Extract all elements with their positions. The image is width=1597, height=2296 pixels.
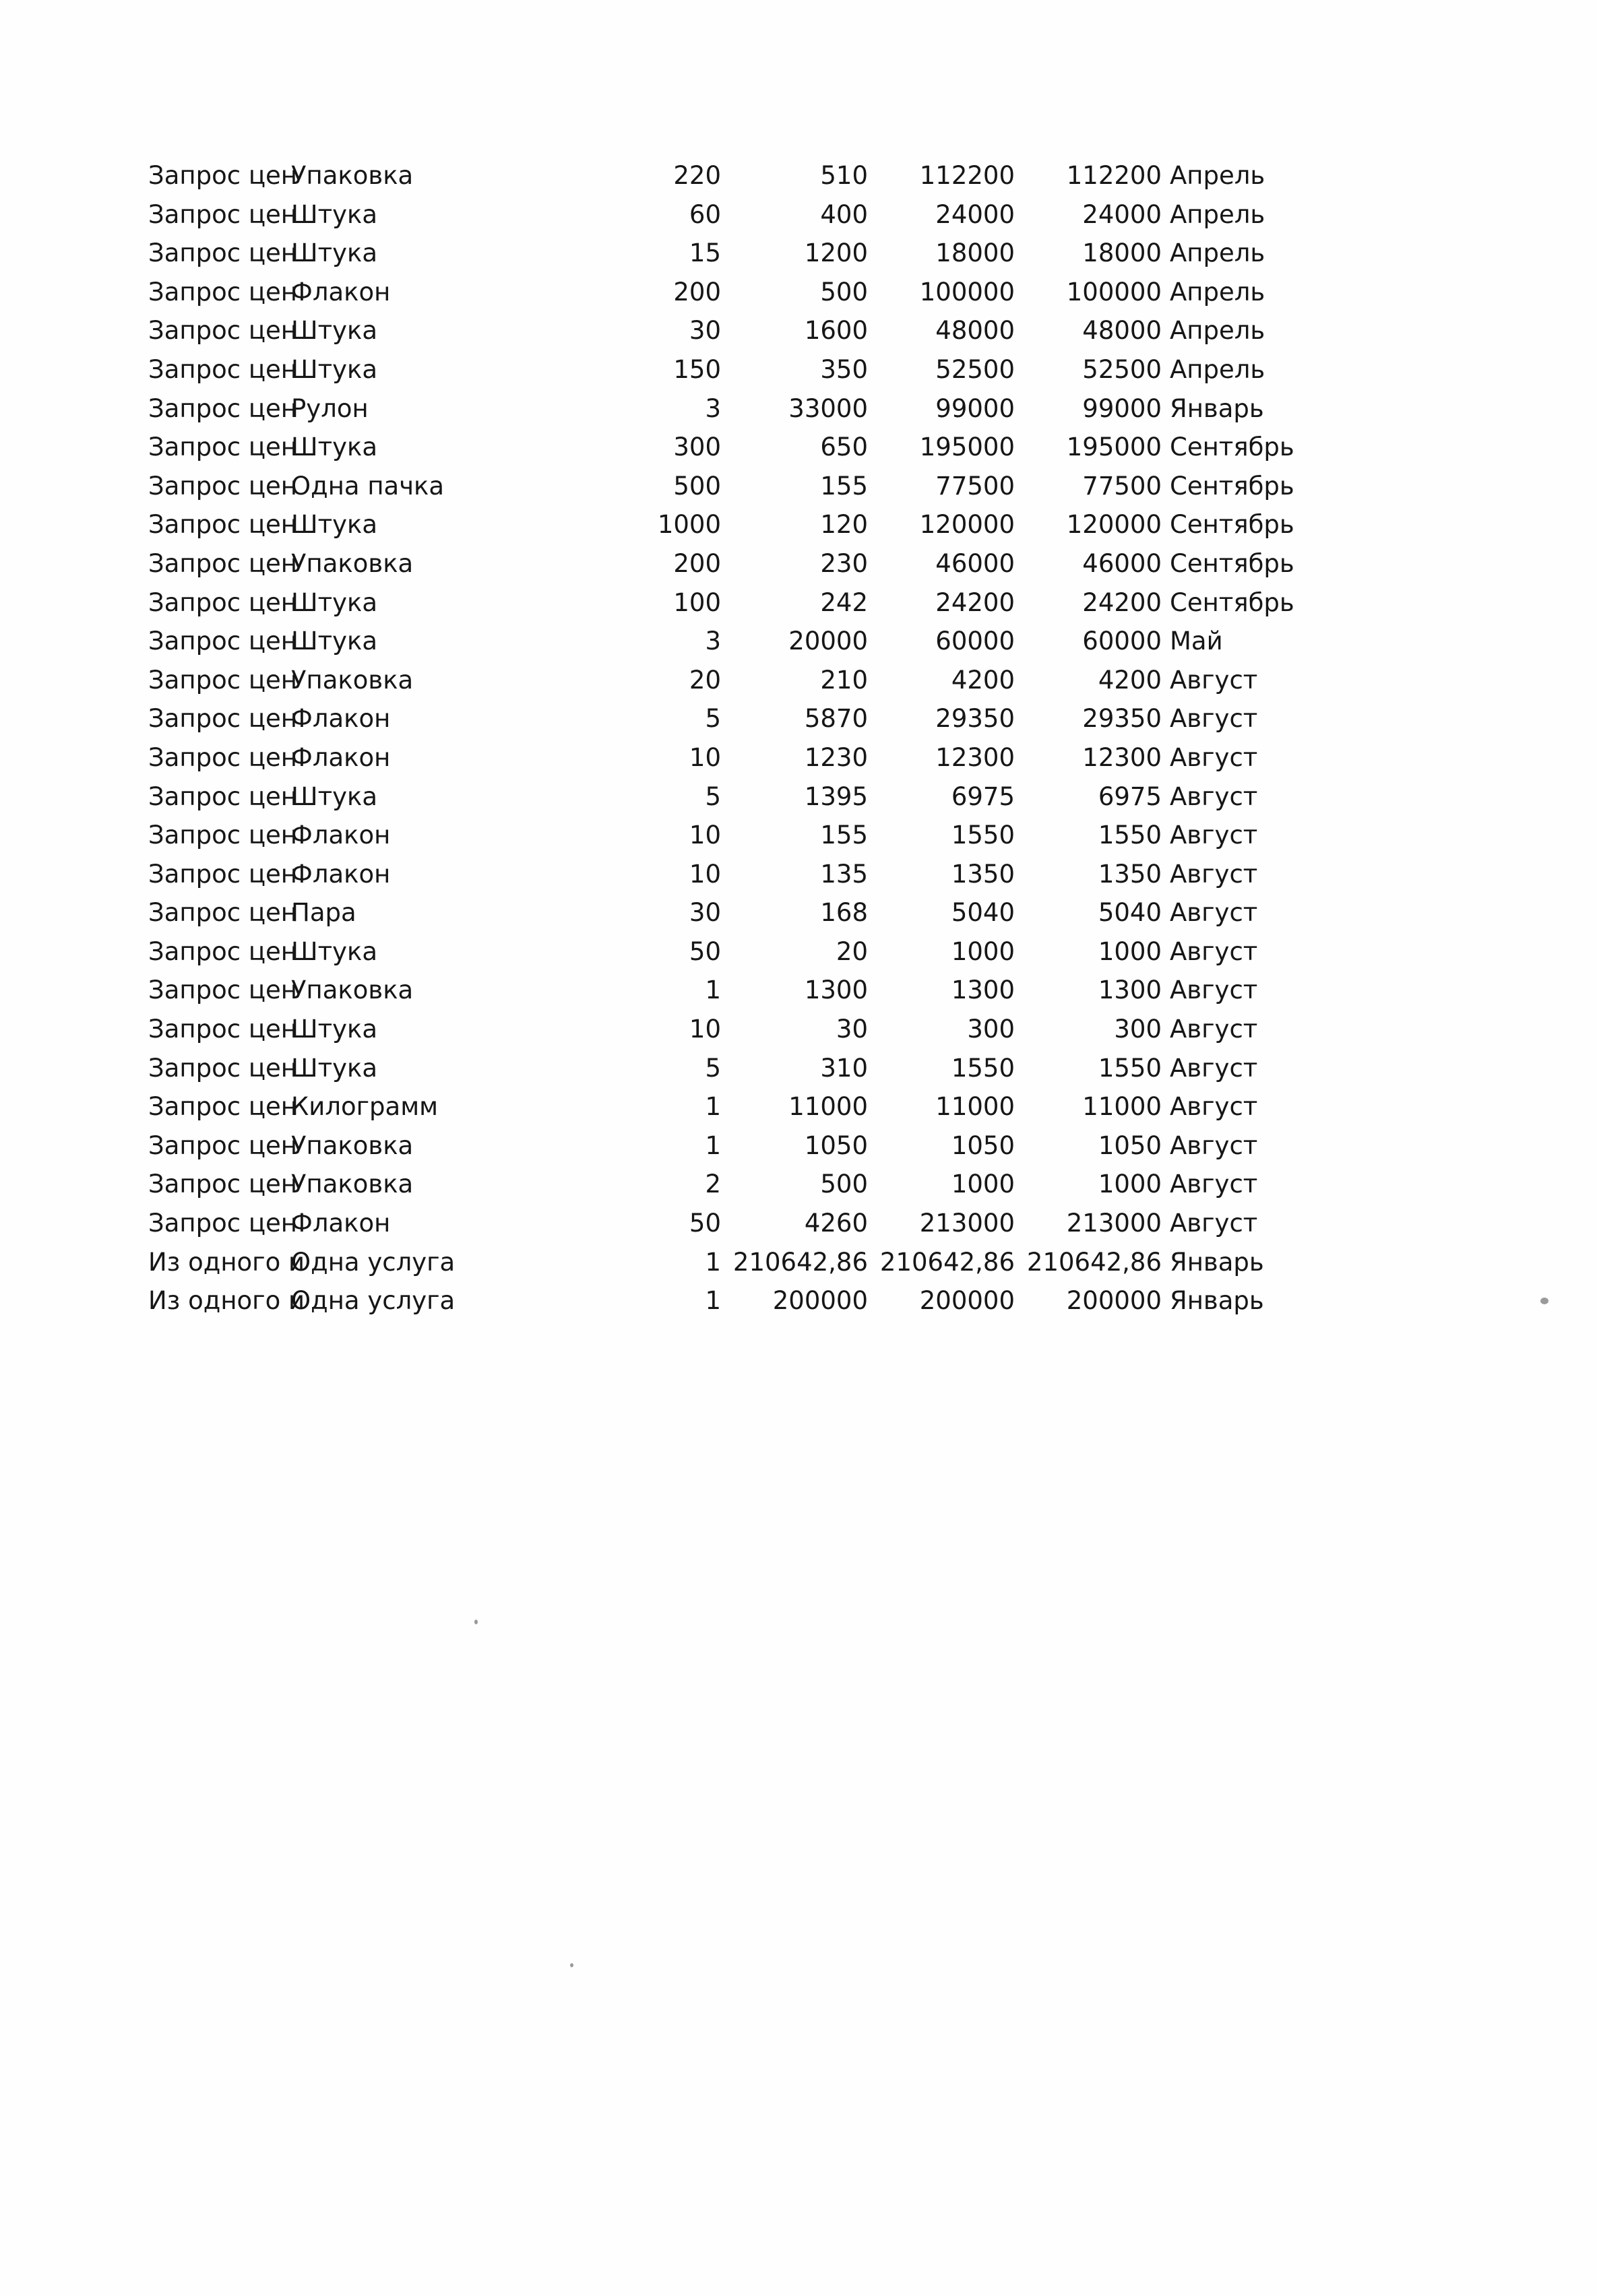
unit-cell: Штука xyxy=(291,199,378,229)
month-cell: Апрель xyxy=(1170,161,1265,190)
quantity-cell: 500 xyxy=(673,471,721,501)
month-cell: Январь xyxy=(1170,1247,1264,1277)
unit-cell: Штука xyxy=(291,627,378,656)
table-row xyxy=(146,816,1258,855)
unit-cell: Штука xyxy=(291,354,378,384)
method-cell: Запрос цен xyxy=(148,976,297,1005)
quantity-cell: 10 xyxy=(689,742,721,772)
unit-cell: Флакон xyxy=(291,1209,391,1238)
month-cell: Сентябрь xyxy=(1170,587,1294,617)
total-cell: 6975 xyxy=(1098,782,1162,811)
unit-cell: Флакон xyxy=(291,742,391,772)
quantity-cell: 3 xyxy=(705,393,721,423)
method-cell: Запрос цен xyxy=(148,1209,297,1238)
method-cell: Запрос цен xyxy=(148,587,297,617)
total-cell: 1550 xyxy=(1098,821,1162,850)
total-cell: 46000 xyxy=(1082,548,1162,578)
sum-cell: 5040 xyxy=(951,898,1015,928)
scan-speck xyxy=(570,1963,573,1967)
month-cell: Август xyxy=(1170,742,1258,772)
price-cell: 20000 xyxy=(788,627,868,656)
method-cell: Запрос цен xyxy=(148,354,297,384)
sum-cell: 112200 xyxy=(919,161,1015,190)
table-row xyxy=(146,1204,1258,1243)
table-row xyxy=(146,389,1264,428)
sum-cell: 52500 xyxy=(935,354,1015,384)
price-cell: 310 xyxy=(820,1053,868,1083)
month-cell: Май xyxy=(1170,627,1223,656)
sum-cell: 1000 xyxy=(951,1170,1015,1199)
sum-cell: 1350 xyxy=(951,859,1015,889)
month-cell: Сентябрь xyxy=(1170,548,1294,578)
unit-cell: Одна пачка xyxy=(291,471,445,501)
table-row xyxy=(146,893,1258,932)
scan-speck xyxy=(474,1620,478,1624)
total-cell: 60000 xyxy=(1082,627,1162,656)
total-cell: 1050 xyxy=(1098,1130,1162,1160)
method-cell: Запрос цен xyxy=(148,393,297,423)
method-cell: Запрос цен xyxy=(148,510,297,540)
total-cell: 48000 xyxy=(1082,316,1162,346)
total-cell: 300 xyxy=(1114,1015,1162,1044)
table-row xyxy=(146,583,1294,623)
price-cell: 230 xyxy=(820,548,868,578)
total-cell: 12300 xyxy=(1082,742,1162,772)
unit-cell: Штука xyxy=(291,1053,378,1083)
month-cell: Август xyxy=(1170,1130,1258,1160)
table-row xyxy=(146,1049,1258,1088)
total-cell: 18000 xyxy=(1082,238,1162,268)
table-row xyxy=(146,1087,1258,1126)
total-cell: 100000 xyxy=(1066,277,1162,307)
price-cell: 350 xyxy=(820,354,868,384)
month-cell: Сентябрь xyxy=(1170,433,1294,462)
method-cell: Запрос цен xyxy=(148,859,297,889)
quantity-cell: 50 xyxy=(689,1209,721,1238)
quantity-cell: 150 xyxy=(673,354,721,384)
quantity-cell: 5 xyxy=(705,1053,721,1083)
quantity-cell: 3 xyxy=(705,627,721,656)
unit-cell: Килограмм xyxy=(291,1092,439,1122)
total-cell: 29350 xyxy=(1082,704,1162,734)
price-cell: 30 xyxy=(836,1015,868,1044)
total-cell: 195000 xyxy=(1066,433,1162,462)
unit-cell: Пара xyxy=(291,898,356,928)
month-cell: Август xyxy=(1170,976,1258,1005)
month-cell: Август xyxy=(1170,1053,1258,1083)
method-cell: Запрос цен xyxy=(148,161,297,190)
unit-cell: Штука xyxy=(291,1015,378,1044)
month-cell: Август xyxy=(1170,704,1258,734)
price-cell: 210642,86 xyxy=(732,1247,868,1277)
price-cell: 1600 xyxy=(804,316,868,346)
total-cell: 24000 xyxy=(1082,199,1162,229)
price-cell: 400 xyxy=(820,199,868,229)
sum-cell: 1550 xyxy=(951,1053,1015,1083)
sum-cell: 1000 xyxy=(951,936,1015,966)
quantity-cell: 300 xyxy=(673,433,721,462)
price-cell: 1200 xyxy=(804,238,868,268)
unit-cell: Штука xyxy=(291,782,378,811)
total-cell: 1300 xyxy=(1098,976,1162,1005)
table-row xyxy=(146,195,1265,234)
method-cell: Запрос цен xyxy=(148,471,297,501)
unit-cell: Упаковка xyxy=(291,548,414,578)
total-cell: 1350 xyxy=(1098,859,1162,889)
table-row xyxy=(146,544,1294,583)
quantity-cell: 5 xyxy=(705,704,721,734)
method-cell: Запрос цен xyxy=(148,936,297,966)
price-cell: 4260 xyxy=(804,1209,868,1238)
method-cell: Запрос цен xyxy=(148,898,297,928)
method-cell: Запрос цен xyxy=(148,1170,297,1199)
price-cell: 510 xyxy=(820,161,868,190)
month-cell: Январь xyxy=(1170,1286,1264,1316)
sum-cell: 60000 xyxy=(935,627,1015,656)
table-row xyxy=(146,622,1223,661)
unit-cell: Одна услуга xyxy=(291,1247,456,1277)
month-cell: Сентябрь xyxy=(1170,510,1294,540)
price-cell: 650 xyxy=(820,433,868,462)
price-cell: 1230 xyxy=(804,742,868,772)
table-row xyxy=(146,1126,1258,1166)
total-cell: 99000 xyxy=(1082,393,1162,423)
quantity-cell: 10 xyxy=(689,859,721,889)
table-row xyxy=(146,1165,1258,1204)
procurement-table xyxy=(146,156,1294,1320)
price-cell: 168 xyxy=(820,898,868,928)
method-cell: Запрос цен xyxy=(148,627,297,656)
unit-cell: Штука xyxy=(291,510,378,540)
method-cell: Запрос цен xyxy=(148,1092,297,1122)
sum-cell: 12300 xyxy=(935,742,1015,772)
table-row xyxy=(146,971,1258,1010)
sum-cell: 195000 xyxy=(919,433,1015,462)
unit-cell: Упаковка xyxy=(291,665,414,695)
month-cell: Август xyxy=(1170,782,1258,811)
table-row xyxy=(146,234,1265,273)
method-cell: Запрос цен xyxy=(148,704,297,734)
total-cell: 120000 xyxy=(1066,510,1162,540)
total-cell: 4200 xyxy=(1098,665,1162,695)
total-cell: 213000 xyxy=(1066,1209,1162,1238)
quantity-cell: 100 xyxy=(673,587,721,617)
table-row xyxy=(146,777,1258,817)
sum-cell: 18000 xyxy=(935,238,1015,268)
table-row xyxy=(146,1010,1258,1049)
month-cell: Апрель xyxy=(1170,199,1265,229)
quantity-cell: 1 xyxy=(705,1247,721,1277)
method-cell: Запрос цен xyxy=(148,1053,297,1083)
price-cell: 155 xyxy=(820,821,868,850)
method-cell: Запрос цен xyxy=(148,277,297,307)
table-row xyxy=(146,661,1258,700)
method-cell: Запрос цен xyxy=(148,1130,297,1160)
unit-cell: Флакон xyxy=(291,277,391,307)
sum-cell: 99000 xyxy=(935,393,1015,423)
table-row xyxy=(146,273,1265,312)
method-cell: Запрос цен xyxy=(148,1015,297,1044)
price-cell: 1395 xyxy=(804,782,868,811)
month-cell: Сентябрь xyxy=(1170,471,1294,501)
price-cell: 242 xyxy=(820,587,868,617)
unit-cell: Упаковка xyxy=(291,1170,414,1199)
quantity-cell: 220 xyxy=(673,161,721,190)
total-cell: 210642,86 xyxy=(1026,1247,1162,1277)
price-cell: 20 xyxy=(836,936,868,966)
total-cell: 1550 xyxy=(1098,1053,1162,1083)
month-cell: Апрель xyxy=(1170,316,1265,346)
total-cell: 11000 xyxy=(1082,1092,1162,1122)
quantity-cell: 1 xyxy=(705,976,721,1005)
month-cell: Август xyxy=(1170,1170,1258,1199)
table-row xyxy=(146,505,1294,544)
method-cell: Запрос цен xyxy=(148,316,297,346)
sum-cell: 100000 xyxy=(919,277,1015,307)
method-cell: Запрос цен xyxy=(148,665,297,695)
sum-cell: 300 xyxy=(967,1015,1015,1044)
method-cell: Запрос цен xyxy=(148,433,297,462)
table-row xyxy=(146,932,1258,971)
sum-cell: 210642,86 xyxy=(879,1247,1015,1277)
unit-cell: Упаковка xyxy=(291,161,414,190)
unit-cell: Упаковка xyxy=(291,1130,414,1160)
price-cell: 500 xyxy=(820,277,868,307)
month-cell: Август xyxy=(1170,665,1258,695)
quantity-cell: 10 xyxy=(689,1015,721,1044)
table-row xyxy=(146,156,1265,195)
unit-cell: Флакон xyxy=(291,859,391,889)
quantity-cell: 2 xyxy=(705,1170,721,1199)
unit-cell: Рулон xyxy=(291,393,369,423)
month-cell: Август xyxy=(1170,821,1258,850)
total-cell: 1000 xyxy=(1098,936,1162,966)
sum-cell: 46000 xyxy=(935,548,1015,578)
price-cell: 5870 xyxy=(804,704,868,734)
sum-cell: 213000 xyxy=(919,1209,1015,1238)
total-cell: 52500 xyxy=(1082,354,1162,384)
month-cell: Август xyxy=(1170,1092,1258,1122)
unit-cell: Штука xyxy=(291,936,378,966)
method-cell: Запрос цен xyxy=(148,742,297,772)
month-cell: Август xyxy=(1170,1015,1258,1044)
sum-cell: 4200 xyxy=(951,665,1015,695)
quantity-cell: 1 xyxy=(705,1130,721,1160)
unit-cell: Штука xyxy=(291,587,378,617)
quantity-cell: 1000 xyxy=(657,510,721,540)
table-row xyxy=(146,467,1294,506)
month-cell: Январь xyxy=(1170,393,1264,423)
table-row xyxy=(146,1281,1264,1320)
table-row xyxy=(146,350,1265,389)
unit-cell: Штука xyxy=(291,433,378,462)
quantity-cell: 20 xyxy=(689,665,721,695)
unit-cell: Флакон xyxy=(291,821,391,850)
sum-cell: 11000 xyxy=(935,1092,1015,1122)
sum-cell: 120000 xyxy=(919,510,1015,540)
total-cell: 200000 xyxy=(1066,1286,1162,1316)
method-cell: Из одного и xyxy=(148,1286,305,1316)
sum-cell: 24200 xyxy=(935,587,1015,617)
sum-cell: 29350 xyxy=(935,704,1015,734)
quantity-cell: 1 xyxy=(705,1092,721,1122)
quantity-cell: 50 xyxy=(689,936,721,966)
quantity-cell: 200 xyxy=(673,548,721,578)
month-cell: Апрель xyxy=(1170,238,1265,268)
sum-cell: 6975 xyxy=(951,782,1015,811)
price-cell: 1050 xyxy=(804,1130,868,1160)
scan-speck xyxy=(1540,1298,1548,1304)
unit-cell: Упаковка xyxy=(291,976,414,1005)
price-cell: 1300 xyxy=(804,976,868,1005)
quantity-cell: 60 xyxy=(689,199,721,229)
sum-cell: 1050 xyxy=(951,1130,1015,1160)
month-cell: Август xyxy=(1170,936,1258,966)
total-cell: 112200 xyxy=(1066,161,1162,190)
quantity-cell: 30 xyxy=(689,898,721,928)
method-cell: Запрос цен xyxy=(148,821,297,850)
price-cell: 33000 xyxy=(788,393,868,423)
month-cell: Август xyxy=(1170,859,1258,889)
total-cell: 77500 xyxy=(1082,471,1162,501)
price-cell: 135 xyxy=(820,859,868,889)
total-cell: 1000 xyxy=(1098,1170,1162,1199)
sum-cell: 200000 xyxy=(919,1286,1015,1316)
quantity-cell: 10 xyxy=(689,821,721,850)
method-cell: Запрос цен xyxy=(148,548,297,578)
price-cell: 500 xyxy=(820,1170,868,1199)
price-cell: 120 xyxy=(820,510,868,540)
month-cell: Апрель xyxy=(1170,354,1265,384)
table-row xyxy=(146,428,1294,467)
table-row xyxy=(146,738,1258,777)
quantity-cell: 30 xyxy=(689,316,721,346)
method-cell: Из одного и xyxy=(148,1247,305,1277)
sum-cell: 24000 xyxy=(935,199,1015,229)
table-row xyxy=(146,699,1258,738)
unit-cell: Штука xyxy=(291,316,378,346)
total-cell: 24200 xyxy=(1082,587,1162,617)
sum-cell: 77500 xyxy=(935,471,1015,501)
month-cell: Август xyxy=(1170,898,1258,928)
method-cell: Запрос цен xyxy=(148,199,297,229)
quantity-cell: 1 xyxy=(705,1286,721,1316)
unit-cell: Одна услуга xyxy=(291,1286,456,1316)
method-cell: Запрос цен xyxy=(148,238,297,268)
quantity-cell: 5 xyxy=(705,782,721,811)
table-row xyxy=(146,1243,1264,1282)
price-cell: 210 xyxy=(820,665,868,695)
quantity-cell: 15 xyxy=(689,238,721,268)
month-cell: Апрель xyxy=(1170,277,1265,307)
sum-cell: 1300 xyxy=(951,976,1015,1005)
sum-cell: 48000 xyxy=(935,316,1015,346)
price-cell: 200000 xyxy=(772,1286,868,1316)
price-cell: 155 xyxy=(820,471,868,501)
month-cell: Август xyxy=(1170,1209,1258,1238)
table-row xyxy=(146,855,1258,894)
quantity-cell: 200 xyxy=(673,277,721,307)
unit-cell: Штука xyxy=(291,238,378,268)
unit-cell: Флакон xyxy=(291,704,391,734)
method-cell: Запрос цен xyxy=(148,782,297,811)
table-row xyxy=(146,311,1265,350)
sum-cell: 1550 xyxy=(951,821,1015,850)
total-cell: 5040 xyxy=(1098,898,1162,928)
price-cell: 11000 xyxy=(788,1092,868,1122)
